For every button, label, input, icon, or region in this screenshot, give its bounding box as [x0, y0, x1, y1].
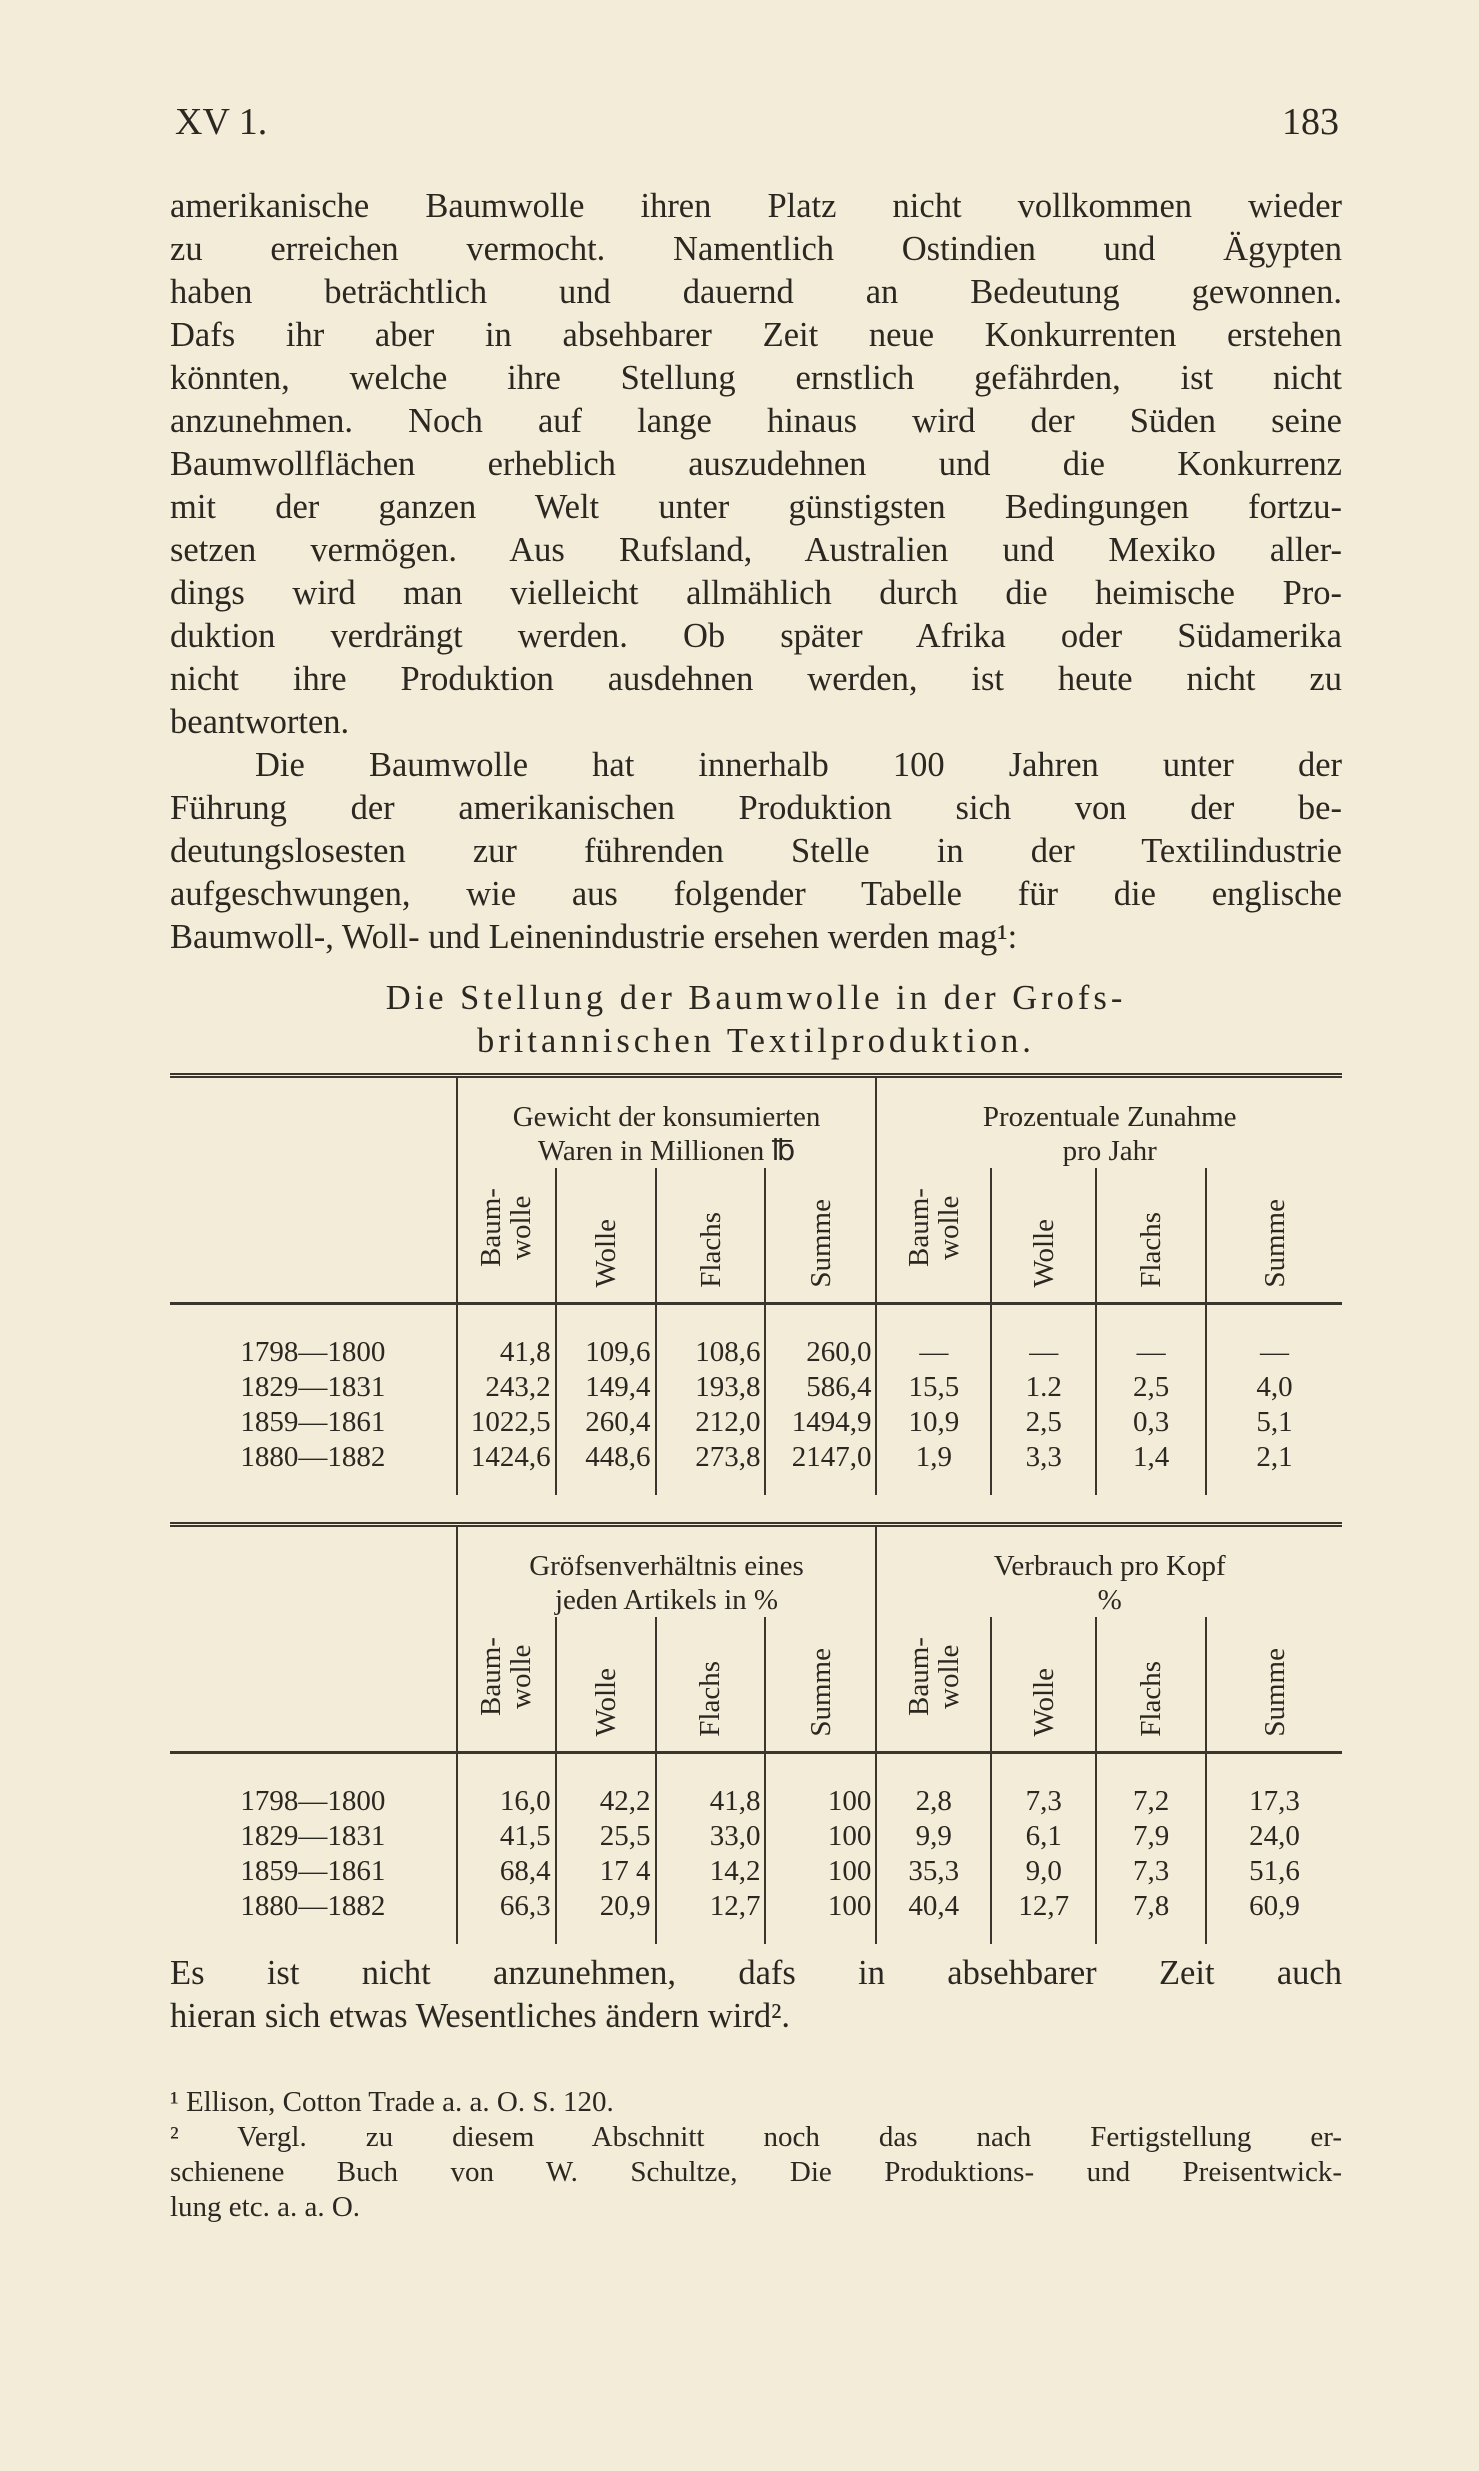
data-cell: 35,3 [876, 1854, 991, 1889]
spacer-cell [457, 1924, 556, 1944]
spacer-row [170, 1924, 1342, 1944]
data-cell: 100 [765, 1784, 876, 1819]
column-head [991, 1168, 1096, 1304]
data-cell: 149,4 [556, 1370, 656, 1405]
spacer-cell [556, 1753, 656, 1785]
text-line: deutungslosesten zur führenden Stelle in der Textilindustrie [170, 832, 1342, 870]
data-cell: 7,9 [1096, 1819, 1206, 1854]
column-head-label: Wolle [589, 1219, 622, 1288]
data-cell: 17 4 [556, 1854, 656, 1889]
data-cell: 7,3 [991, 1784, 1096, 1819]
data-cell: 0,3 [1096, 1405, 1206, 1440]
section-label: XV 1. [175, 101, 268, 143]
data-cell: 1,4 [1096, 1440, 1206, 1475]
text-line: nicht ihre Produktion ausdehnen werden, ist heute nicht zu [170, 660, 1342, 698]
year-range: 1859—1861 [240, 1406, 386, 1438]
text-line: Baumwoll-, Woll- und Leinenindustrie ersehen werden mag¹: [170, 918, 1018, 956]
data-cell: 10,9 [876, 1405, 991, 1440]
data-cell: 68,4 [457, 1854, 556, 1889]
data-cell: 586,4 [765, 1370, 876, 1405]
table-caption [170, 977, 1342, 1063]
spacer-cell [1206, 1753, 1342, 1785]
table-row [170, 1370, 1342, 1405]
text-line: zu erreichen vermocht. Namentlich Ostindien und Ägypten [170, 230, 1342, 268]
column-head [1096, 1168, 1206, 1304]
text-line: haben beträchtlich und dauernd an Bedeutung gewonnen. [170, 273, 1342, 311]
data-cell: 100 [765, 1819, 876, 1854]
column-head-label: Baum-wolle [475, 1188, 538, 1268]
column-head [876, 1617, 991, 1753]
group-head-line: Gröfsenverhältnis eines [529, 1550, 804, 1582]
data-cell: 66,3 [457, 1889, 556, 1924]
data-cell: 12,7 [656, 1889, 766, 1924]
stub-head [170, 1525, 457, 1618]
text-line: Baumwollflächen erheblich auszudehnen und die Konkurrenz [170, 445, 1342, 483]
data-cell: 16,0 [457, 1784, 556, 1819]
text-line: Führung der amerikanischen Produktion sich von der be- [170, 789, 1342, 827]
column-head [457, 1617, 556, 1753]
data-cell: 41,8 [656, 1784, 766, 1819]
footnotes [170, 2085, 1342, 2225]
spacer-cell [991, 1753, 1096, 1785]
data-cell: 20,9 [556, 1889, 656, 1924]
data-cell: — [1206, 1335, 1342, 1370]
spacer-cell [765, 1304, 876, 1336]
data-cell: 448,6 [556, 1440, 656, 1475]
column-head [556, 1617, 656, 1753]
data-cell: 260,4 [556, 1405, 656, 1440]
year-range: 1798—1800 [240, 1336, 386, 1368]
spacer-cell [556, 1304, 656, 1336]
spacer-cell [765, 1475, 876, 1495]
text-line: ² Vergl. zu diesem Abschnitt noch das nach Fertigstellung er- [170, 2121, 1342, 2153]
year-range: 1798—1800 [240, 1785, 386, 1817]
spacer-cell [457, 1475, 556, 1495]
text-line: mit der ganzen Welt unter günstigsten Bedingungen fortzu- [170, 488, 1342, 526]
data-cell: 12,7 [991, 1889, 1096, 1924]
running-header [175, 100, 1339, 150]
column-head-label: Flachs [1135, 1212, 1168, 1288]
data-cell: 1,9 [876, 1440, 991, 1475]
group-head-share [457, 1525, 877, 1618]
spacer-cell [170, 1304, 457, 1336]
data-cell: 42,2 [556, 1784, 656, 1819]
column-head [556, 1168, 656, 1304]
group-head-line: % [1097, 1584, 1122, 1616]
text-line: Es ist nicht anzunehmen, dafs in absehbarer Zeit auch [170, 1954, 1342, 1992]
spacer-cell [991, 1924, 1096, 1944]
table-weight-growth [170, 1073, 1342, 1495]
data-cell: 51,6 [1206, 1854, 1342, 1889]
spacer-cell [170, 1475, 457, 1495]
spacer-cell [765, 1753, 876, 1785]
spacer-cell [1206, 1304, 1342, 1336]
data-cell: — [1096, 1335, 1206, 1370]
table-row [170, 1405, 1342, 1440]
spacer-cell [170, 1924, 457, 1944]
closing-paragraph [170, 1952, 1342, 2038]
data-cell: 60,9 [1206, 1889, 1342, 1924]
footnote-1: ¹ Ellison, Cotton Trade a. a. O. S. 120. [170, 2086, 614, 2118]
spacer-cell [1096, 1475, 1206, 1495]
spacer-cell [876, 1753, 991, 1785]
column-head [457, 1168, 556, 1304]
spacer-cell [457, 1304, 556, 1336]
data-cell: 193,8 [656, 1370, 766, 1405]
stub-head [170, 1076, 457, 1169]
table-share-consumption [170, 1522, 1342, 1944]
column-head-label: Wolle [589, 1668, 622, 1737]
table-row [170, 1335, 1342, 1370]
data-cell: 41,8 [457, 1335, 556, 1370]
data-cell: 17,3 [1206, 1784, 1342, 1819]
spacer-cell [876, 1924, 991, 1944]
data-cell: 243,2 [457, 1370, 556, 1405]
column-head-label: Flachs [694, 1212, 727, 1288]
text-line: Die Stellung der Baumwolle in der Grofs- [385, 979, 1127, 1017]
column-head-label: Wolle [1027, 1219, 1060, 1288]
spacer-cell [1206, 1475, 1342, 1495]
data-cell: 5,1 [1206, 1405, 1342, 1440]
text-line: duktion verdrängt werden. Ob später Afrika oder Südamerika [170, 617, 1342, 655]
column-head-label: Flachs [694, 1661, 727, 1737]
table-row [170, 1819, 1342, 1854]
data-cell: 4,0 [1206, 1370, 1342, 1405]
spacer-cell [876, 1304, 991, 1336]
paragraph-2 [170, 744, 1342, 959]
year-range: 1859—1861 [240, 1855, 386, 1887]
column-head-label: Baum-wolle [902, 1188, 965, 1268]
data-cell: 7,2 [1096, 1784, 1206, 1819]
spacer-row [170, 1475, 1342, 1495]
table-row [170, 1784, 1342, 1819]
group-head-consumption [876, 1525, 1342, 1618]
spacer-cell [991, 1304, 1096, 1336]
column-head [991, 1617, 1096, 1753]
column-head-label: Summe [804, 1199, 837, 1288]
body-text [170, 185, 1342, 959]
column-head-label: Baum-wolle [902, 1637, 965, 1717]
column-head-label: Summe [804, 1648, 837, 1737]
paragraph-1 [170, 185, 1342, 744]
data-cell: 108,6 [656, 1335, 766, 1370]
data-cell: 15,5 [876, 1370, 991, 1405]
data-cell: 260,0 [765, 1335, 876, 1370]
text-line: schienene Buch von W. Schultze, Die Produktions- und Preisentwick- [170, 2156, 1342, 2188]
data-cell: 273,8 [656, 1440, 766, 1475]
data-cell: 212,0 [656, 1405, 766, 1440]
data-cell: 3,3 [991, 1440, 1096, 1475]
data-cell: 100 [765, 1889, 876, 1924]
spacer-cell [656, 1304, 766, 1336]
text-line: aufgeschwungen, wie aus folgender Tabelle für die englische [170, 875, 1342, 913]
text-line: britannischen Textilproduktion. [477, 1022, 1035, 1060]
spacer-cell [1096, 1753, 1206, 1785]
text-line: lung etc. a. a. O. [170, 2191, 361, 2223]
data-cell: 1.2 [991, 1370, 1096, 1405]
data-cell: 25,5 [556, 1819, 656, 1854]
column-head-label: Flachs [1135, 1661, 1168, 1737]
data-cell: 9,9 [876, 1819, 991, 1854]
group-head-line: jeden Artikels in % [554, 1584, 779, 1616]
data-cell: 2147,0 [765, 1440, 876, 1475]
year-range: 1829—1831 [240, 1820, 386, 1852]
text-line: hieran sich etwas Wesentliches ändern wird². [170, 1997, 791, 2035]
data-cell: 1022,5 [457, 1405, 556, 1440]
data-cell: — [991, 1335, 1096, 1370]
text-line: könnten, welche ihre Stellung ernstlich gefährden, ist nicht [170, 359, 1342, 397]
spacer-cell [1096, 1304, 1206, 1336]
text-line: setzen vermögen. Aus Rufsland, Australien und Mexiko aller- [170, 531, 1342, 569]
spacer-cell [765, 1924, 876, 1944]
column-head [876, 1168, 991, 1304]
text-line: Die Baumwolle hat innerhalb 100 Jahren unter der [255, 746, 1342, 784]
text-line: Dafs ihr aber in absehbarer Zeit neue Konkurrenten erstehen [170, 316, 1342, 354]
group-head-line: Gewicht der konsumierten [512, 1101, 821, 1133]
data-cell: 9,0 [991, 1854, 1096, 1889]
table-row [170, 1440, 1342, 1475]
data-cell: 2,8 [876, 1784, 991, 1819]
spacer-cell [457, 1753, 556, 1785]
data-cell: 109,6 [556, 1335, 656, 1370]
data-cell: 24,0 [1206, 1819, 1342, 1854]
stub-head-blank [170, 1617, 457, 1753]
column-head [765, 1617, 876, 1753]
group-head-line: Prozentuale Zunahme [982, 1101, 1237, 1133]
group-head-line: Waren in Millionen ℔ [537, 1135, 796, 1167]
spacer-cell [556, 1475, 656, 1495]
page-number: 183 [1282, 101, 1339, 143]
data-cell: 2,5 [991, 1405, 1096, 1440]
spacer-cell [656, 1475, 766, 1495]
year-range: 1829—1831 [240, 1371, 386, 1403]
column-head [656, 1168, 766, 1304]
data-cell: — [876, 1335, 991, 1370]
table-row [170, 1854, 1342, 1889]
spacer-cell [656, 1753, 766, 1785]
data-cell: 14,2 [656, 1854, 766, 1889]
spacer-cell [876, 1475, 991, 1495]
column-head [1206, 1617, 1342, 1753]
footnote-2 [170, 2120, 1342, 2225]
column-head [1096, 1617, 1206, 1753]
spacer-cell [991, 1475, 1096, 1495]
data-cell: 41,5 [457, 1819, 556, 1854]
spacer-cell [656, 1924, 766, 1944]
column-head [1206, 1168, 1342, 1304]
data-cell: 100 [765, 1854, 876, 1889]
group-head-growth [876, 1076, 1342, 1169]
spacer-cell [556, 1924, 656, 1944]
column-head-label: Wolle [1027, 1668, 1060, 1737]
column-head-label: Summe [1258, 1648, 1291, 1737]
group-head-weight [457, 1076, 877, 1169]
stub-head-blank [170, 1168, 457, 1304]
text-line: dings wird man vielleicht allmählich durch die heimische Pro- [170, 574, 1342, 612]
data-cell: 1424,6 [457, 1440, 556, 1475]
data-cell: 7,3 [1096, 1854, 1206, 1889]
data-cell: 40,4 [876, 1889, 991, 1924]
spacer-cell [1096, 1924, 1206, 1944]
group-head-line: pro Jahr [1062, 1135, 1157, 1167]
column-head-label: Summe [1258, 1199, 1291, 1288]
data-cell: 7,8 [1096, 1889, 1206, 1924]
year-range: 1880—1882 [240, 1441, 386, 1473]
text-line: beantworten. [170, 703, 350, 741]
spacer-row [170, 1753, 1342, 1785]
column-head [765, 1168, 876, 1304]
data-cell: 33,0 [656, 1819, 766, 1854]
data-cell: 2,5 [1096, 1370, 1206, 1405]
text-line: amerikanische Baumwolle ihren Platz nicht vollkommen wieder [170, 187, 1342, 225]
data-cell: 2,1 [1206, 1440, 1342, 1475]
spacer-cell [1206, 1924, 1342, 1944]
data-cell: 6,1 [991, 1819, 1096, 1854]
data-cell: 1494,9 [765, 1405, 876, 1440]
year-range: 1880—1882 [240, 1890, 386, 1922]
spacer-cell [170, 1753, 457, 1785]
text-line: anzunehmen. Noch auf lange hinaus wird der Süden seine [170, 402, 1342, 440]
column-head-label: Baum-wolle [475, 1637, 538, 1717]
table-row [170, 1889, 1342, 1924]
spacer-row [170, 1304, 1342, 1336]
group-head-line: Verbrauch pro Kopf [993, 1550, 1226, 1582]
column-head [656, 1617, 766, 1753]
